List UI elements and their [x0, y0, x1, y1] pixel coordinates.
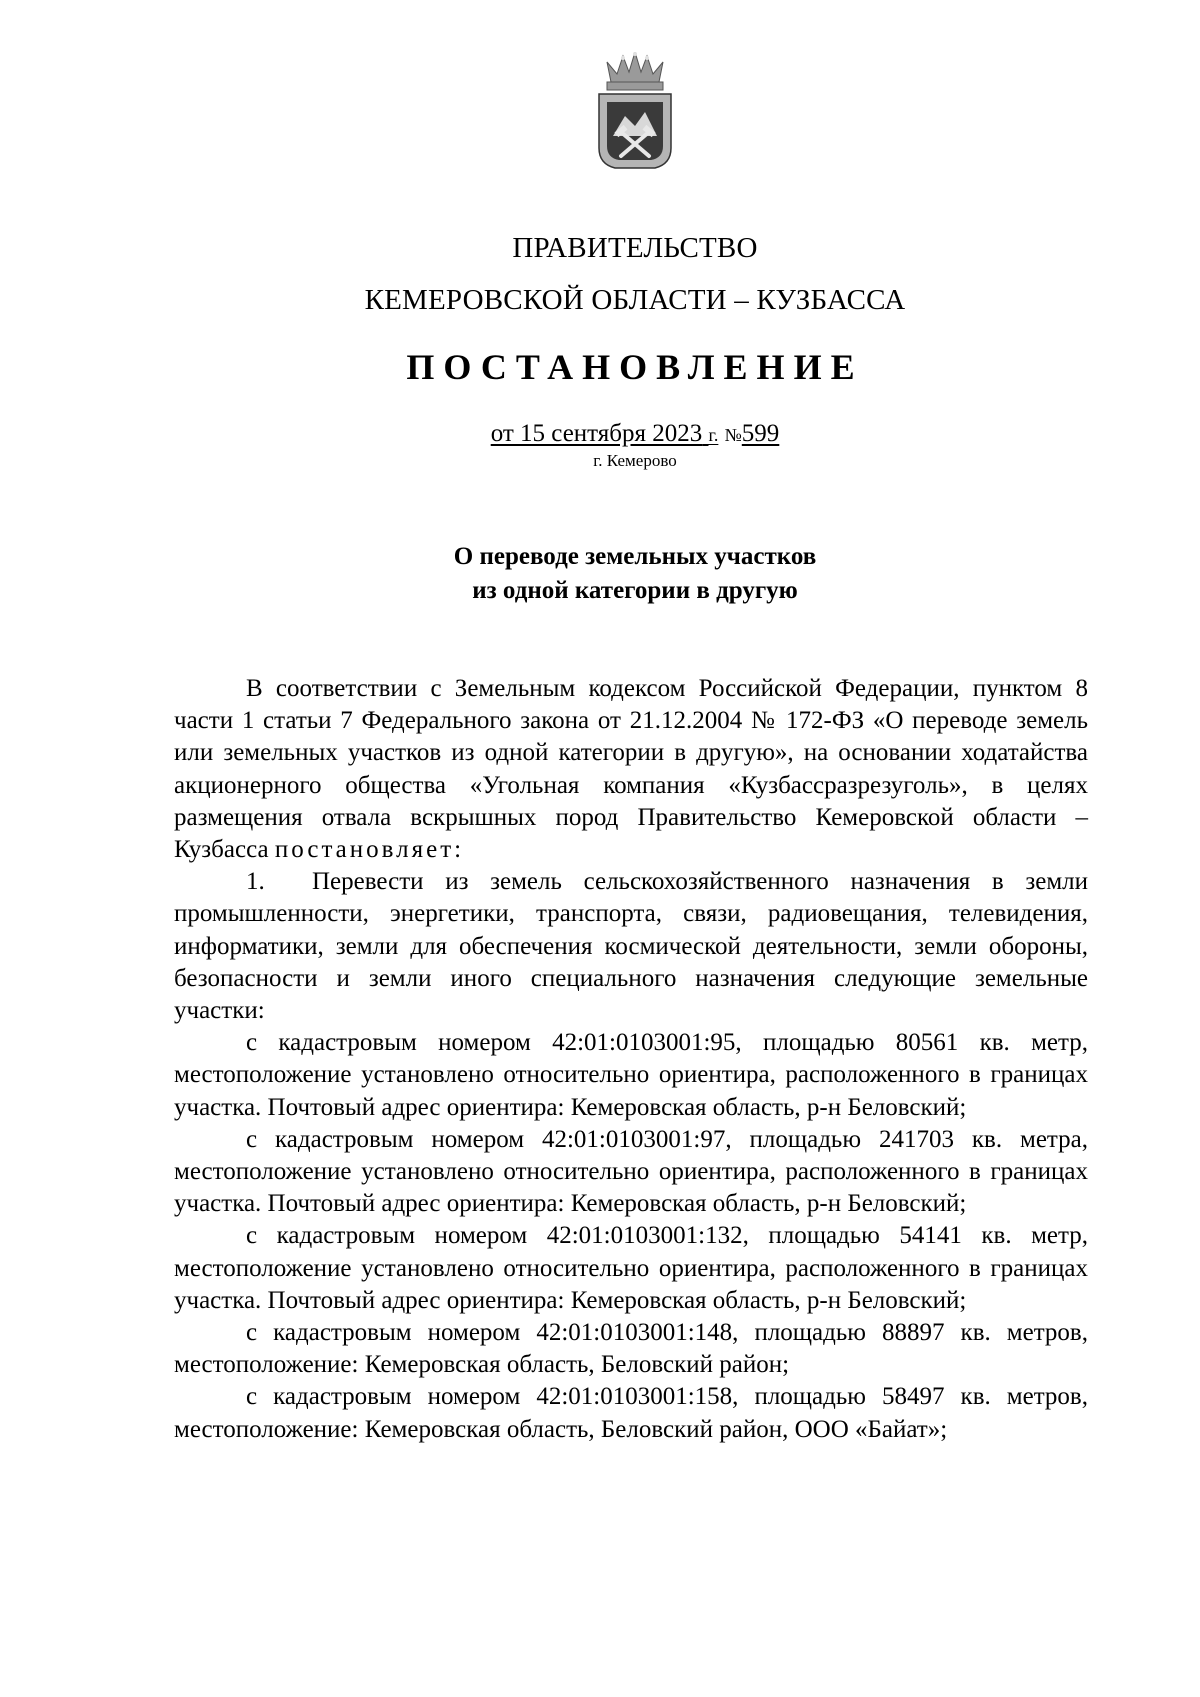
parcel-item: с кадастровым номером 42:01:0103001:148, площадью 88897 кв. метров, местоположение: Кемеровская область, Беловский район;: [174, 1319, 1088, 1379]
item-1-number: 1.: [246, 868, 265, 896]
subject-line-2: из одной категории в другую: [472, 577, 798, 604]
parcel-item: с кадастровым номером 42:01:0103001:97, площадью 241703 кв. метра, местоположение установлено относительно ориентира, расположенного в границах участка. Почтовый адрес ориентира: Кемеровская область, р-н Беловский;: [174, 1125, 1088, 1218]
item-1-text: Перевести из земель сельскохозяйственного назначения в земли промышленности, энергетики, транспорта, связи, радиовещания, телевидения, информатики, земли для обеспечения космической деятельности, земли обороны, безопасности и земли иного специального назначения следующие земельные участки:: [174, 868, 1088, 1025]
preamble-text: В соответствии с Земельным кодексом Российской Федерации, пунктом 8 части 1 статьи 7 Федерального закона от 21.12.2004 № 172-ФЗ «О переводе земель или земельных участков из одной категории в другую», на основании ходатайства акционерного общества «Угольная компания «Кузбассразрезуголь», в целях размещения отвала вскрышных пород Правительство Кемеровской области – Кузбасса: [174, 675, 1088, 864]
issue-city: г. Кемерово: [593, 451, 677, 470]
parcel-item: с кадастровым номером 42:01:0103001:158, площадью 58497 кв. метров, местоположение: Кемеровская область, Беловский район, ООО «Байат»;: [174, 1383, 1088, 1443]
preamble-resolves: постановляет:: [274, 836, 465, 864]
decree-date: от 15 сентября 2023: [490, 420, 703, 447]
document-type-title: ПОСТАНОВЛЕНИЕ: [406, 347, 864, 387]
number-sign: №: [724, 425, 742, 445]
government-line-2: КЕМЕРОВСКОЙ ОБЛАСТИ – КУЗБАССА: [364, 284, 906, 316]
subject-line-1: О переводе земельных участков: [453, 543, 817, 570]
decree-number: 599: [741, 420, 780, 447]
coat-of-arms-emblem-icon: [593, 52, 677, 176]
item-1-paragraph: [174, 866, 1088, 1027]
decree-subject: [0, 540, 1200, 608]
year-suffix: г.: [708, 425, 719, 445]
government-line-1: ПРАВИТЕЛЬСТВО: [512, 232, 758, 264]
parcel-item: с кадастровым номером 42:01:0103001:132, площадью 54141 кв. метр, местоположение установлено относительно ориентира, расположенного в границах участка. Почтовый адрес ориентира: Кемеровская область, р-н Беловский;: [174, 1222, 1088, 1314]
decree-body: [174, 673, 1088, 1446]
government-name: [0, 222, 1200, 326]
date-number-line: [0, 418, 1200, 451]
preamble-paragraph: [174, 673, 1088, 866]
parcel-item: с кадастровым номером 42:01:0103001:95, площадью 80561 кв. метр, местоположение установлено относительно ориентира, расположенного в границах участка. Почтовый адрес ориентира: Кемеровская область, р-н Беловский;: [174, 1029, 1088, 1121]
